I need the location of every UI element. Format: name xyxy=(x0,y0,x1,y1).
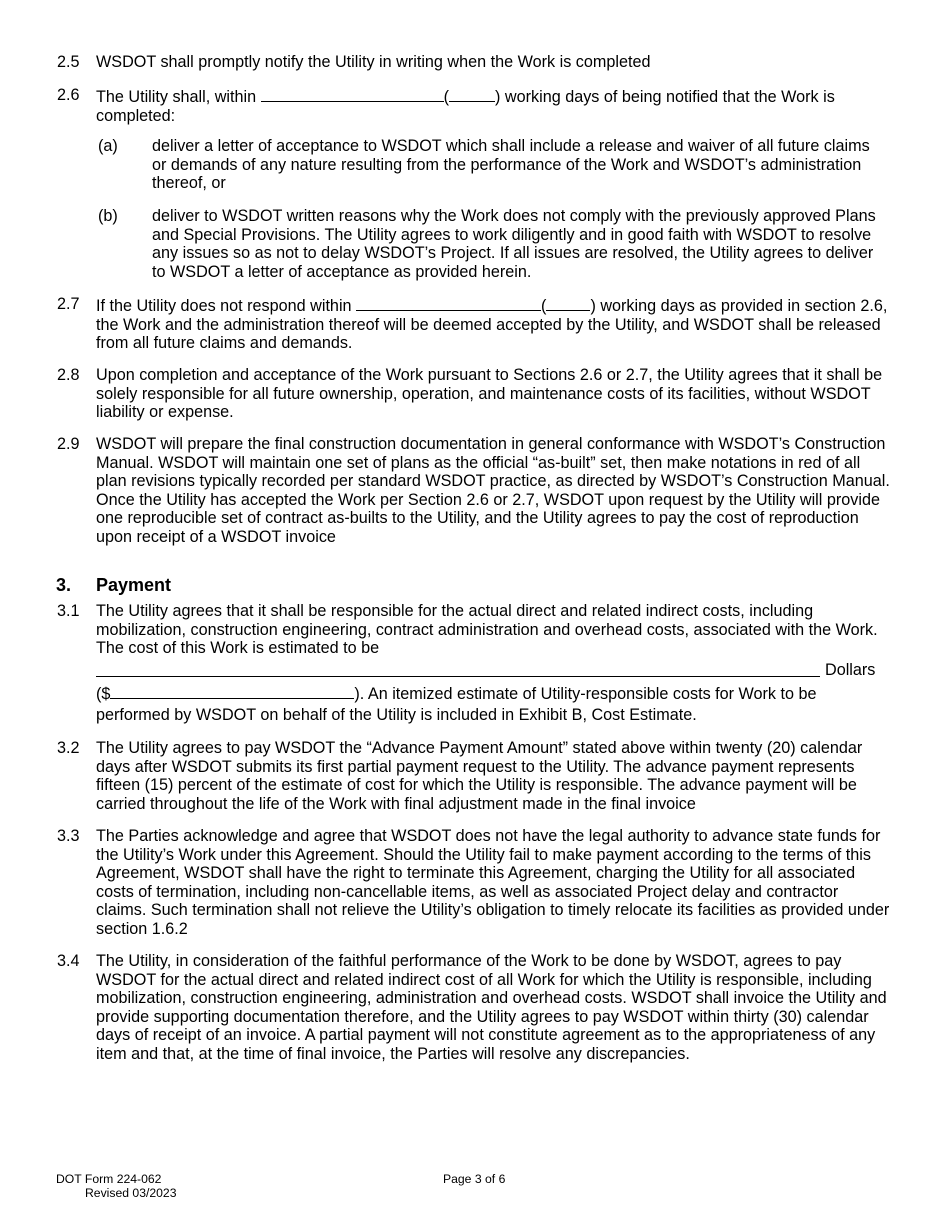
paren-open: ( xyxy=(541,297,547,315)
section-number: 2.6 xyxy=(57,86,80,104)
form-number: DOT Form 224-062 xyxy=(56,1172,162,1186)
section-3-4-text: The Utility, in consideration of the faithful performance of the Work to be done by WSDOT, agrees to pay WSDOT for the actual direct and related indirect cost of all Work for which the Utility is responsible, including mobilization, construction engineering, administration and overhead costs. WSDOT shall invoice the Utility and provide supporting documentation therefore, and the Utility agrees to pay WSDOT within thirty (30) calendar days of receipt of an invoice. A partial payment will not constitute agreement as to the appropriateness of any item and that, at the time of final invoice, the Parties will resolve any discrepancies. xyxy=(96,952,887,1063)
revision-date: Revised 03/2023 xyxy=(85,1186,177,1200)
dollars-label: Dollars xyxy=(825,661,876,679)
section-2-6-text-after: ) working days of being notified that the Work is completed: xyxy=(96,88,835,125)
section-number: 2.5 xyxy=(57,53,80,71)
section-3-1-last-line: performed by WSDOT on behalf of the Utility is included in Exhibit B, Cost Estimate. xyxy=(96,706,697,724)
section-number: 3.2 xyxy=(57,739,80,757)
section-heading-title: Payment xyxy=(96,575,172,595)
amount-suffix: ). An itemized estimate of Utility-responsible costs for Work to be xyxy=(354,685,817,703)
section-number: 2.9 xyxy=(57,435,80,453)
section-2-7-text xyxy=(96,295,891,353)
response-days-words-field[interactable] xyxy=(356,295,541,311)
response-days-number-field[interactable] xyxy=(546,295,590,311)
sub-item-label: (b) xyxy=(98,207,118,225)
working-days-words-field[interactable] xyxy=(261,86,444,102)
sub-item-a-text: deliver a letter of acceptance to WSDOT which shall include a release and waiver of all future claims or demands of any nature resulting from the performance of the Work and WSDOT’s administration thereof, or xyxy=(152,137,870,192)
paren-open: ( xyxy=(443,88,450,106)
section-2-6-text-before: The Utility shall, within xyxy=(96,88,261,106)
section-number: 2.7 xyxy=(57,295,80,313)
section-heading-number: 3. xyxy=(56,575,72,595)
sub-item-b-text: deliver to WSDOT written reasons why the Work does not comply with the previously approved Plans and Special Provisions. The Utility agrees to work diligently and in good faith with WSDOT to resolve any issues so as not to delay WSDOT’s Project. If all issues are resolved, the Utility agrees to deliver to WSDOT a letter of acceptance as provided herein. xyxy=(152,207,876,281)
working-days-number-field[interactable] xyxy=(449,86,495,102)
amount-prefix: ($ xyxy=(96,685,111,703)
sub-item-label: (a) xyxy=(98,137,118,155)
section-2-5-text: WSDOT shall promptly notify the Utility in writing when the Work is completed xyxy=(96,53,651,71)
section-2-6-text xyxy=(96,86,891,125)
section-2-9-text: WSDOT will prepare the final construction documentation in general conformance with WSDOT’s Construction Manual. WSDOT will maintain one set of plans as the official “as-built” set, then make notations in red of all plan revisions typically recorded per standard WSDOT practice, as directed by WSDOT’s Construction Manual. Once the Utility has accepted the Work per Section 2.6 or 2.7, WSDOT upon request by the Utility will provide one reproducible set of contract as-builts to the Utility, and the Utility agrees to pay the cost of reproduction upon receipt of a WSDOT invoice xyxy=(96,435,890,546)
cost-words-field[interactable] xyxy=(96,676,820,677)
cost-amount-field[interactable] xyxy=(110,683,354,699)
page-number: Page 3 of 6 xyxy=(443,1172,506,1186)
section-number: 3.4 xyxy=(57,952,80,970)
cost-amount-line xyxy=(96,683,817,704)
section-2-7-text-before: If the Utility does not respond within xyxy=(96,297,357,315)
section-number: 3.3 xyxy=(57,827,80,845)
section-2-7-text-after: ) working days as provided in section 2.6, the Work and the administration thereof will be deemed accepted by the Utility, and WSDOT shall be released from all future claims and demands. xyxy=(96,297,888,352)
section-number: 2.8 xyxy=(57,366,80,384)
section-3-3-text: The Parties acknowledge and agree that WSDOT does not have the legal authority to advance state funds for the Utility’s Work under this Agreement. Should the Utility fail to make payment according to the terms of this Agreement, WSDOT shall have the right to terminate this Agreement, charging the Utility for all associated costs of termination, including non-cancellable items, as well as associated Project delay and contractor claims. Such termination shall not relieve the Utility’s obligation to timely relocate its facilities as provided under section 1.6.2 xyxy=(96,827,890,938)
section-3-1-text: The Utility agrees that it shall be responsible for the actual direct and related indirect costs, including mobilization, construction engineering, contract administration and overhead costs, associated with the Work. The cost of this Work is estimated to be xyxy=(96,602,878,657)
section-2-8-text: Upon completion and acceptance of the Work pursuant to Sections 2.6 or 2.7, the Utility agrees that it shall be solely responsible for all future ownership, operation, and maintenance costs of its facilities, without WSDOT liability or expense. xyxy=(96,366,883,421)
section-number: 3.1 xyxy=(57,602,80,620)
section-3-2-text: The Utility agrees to pay WSDOT the “Advance Payment Amount” stated above within twenty (20) calendar days after WSDOT submits its first partial payment request to the Utility. The advance payment represents fifteen (15) percent of the estimate of cost for which the Utility is responsible. The advance payment will be carried throughout the life of the Work with final adjustment made in the final invoice xyxy=(96,739,863,813)
